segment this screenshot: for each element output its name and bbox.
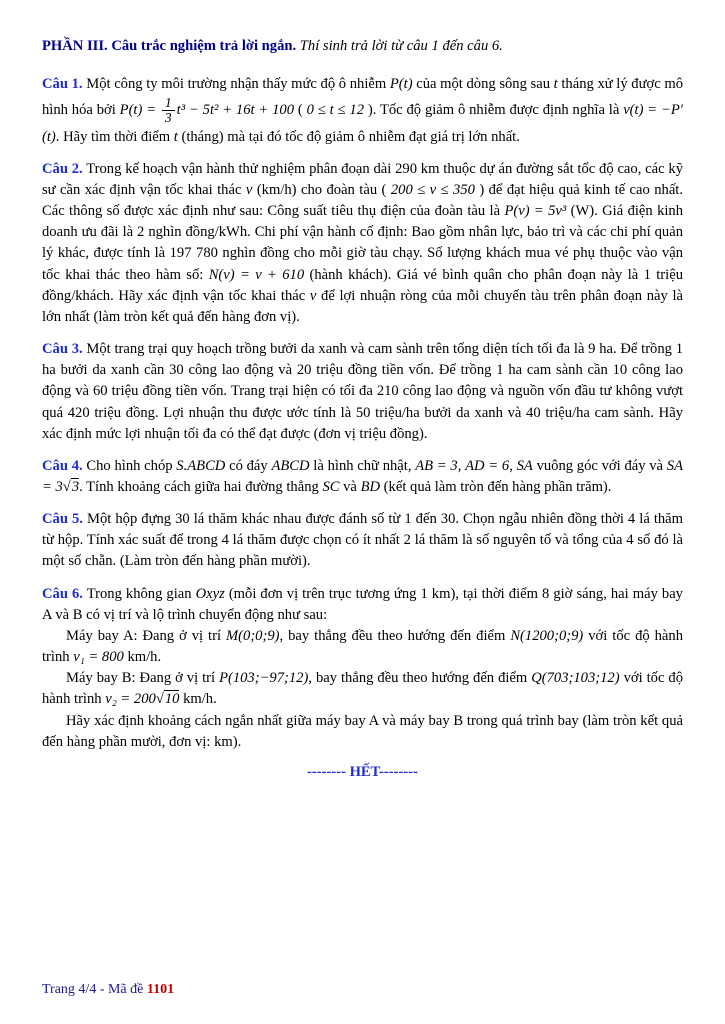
math-expression: 200 ≤ v ≤ 350 [390, 181, 475, 198]
section-header [42, 36, 683, 57]
text-run: Một công ty môi trường nhận thấy mức độ ô nhiễm [86, 76, 390, 93]
text-run: Hãy xác định khoảng cách ngắn nhất giữa máy bay A và máy bay B trong quá trình bay (làm tròn kết quả đến hàng phần mười, đơn vị: km). [42, 712, 683, 750]
text-run: Một trang trại quy hoạch trồng bưởi da xanh và cam sành trên tổng diện tích tối đa là 9 ha. Để trồng 1 ha bưởi da xanh cần 30 công lao động và 20 triệu đồng tiền vốn. Để trồng 1 ha cam sành cần 10 công lao động và 60 triệu đồng tiền vốn. Trang trại hiện có tối đa 210 công lao động và nguồn vốn đầu tư không vượt quá 420 triệu đồng. Lợi nhuận thu được ước tính là 50 triệu/ha bưởi da xanh và 40 triệu/ha cam sành. Hãy xác định mức lợi nhuận tối đa có thể đạt được (đơn vị triệu đồng). [42, 341, 683, 442]
text-run: , [457, 457, 466, 474]
text-run: với tốc độ hành trình [42, 627, 683, 666]
section-title: PHẦN III. Câu trắc nghiệm trả lời ngắn. [42, 38, 297, 54]
math-expression: t³ − 5t² + 16t + 100 [176, 102, 295, 119]
math-expression: N(1200;0;9) [510, 627, 584, 644]
fraction: $\frac{1}{3}$ [162, 96, 175, 125]
text-run: vuông góc với đáy và [532, 457, 667, 474]
math-expression: Oxyz [195, 585, 225, 602]
questions-container [42, 74, 683, 753]
question-6-paragraph [42, 711, 683, 753]
question-2-paragraph [42, 159, 683, 328]
math-expression: 0 ≤ t ≤ 12 [306, 102, 364, 119]
math-expression: AB = 3 [415, 457, 458, 474]
question-6 [42, 584, 683, 753]
end-marker: -------- HẾT-------- [307, 763, 418, 780]
math-expression: t [553, 76, 558, 93]
text-run: để lợi nhuận ròng của mỗi chuyến tàu trên phân đoạn này là lớn nhất (làm tròn kết quả đến hàng đơn vị). [42, 287, 683, 325]
math-expression: v₂ = 200 [105, 691, 156, 708]
text-run: Cho hình chóp [86, 457, 177, 474]
text-run: . Tính khoảng cách giữa hai đường thẳng [79, 479, 323, 495]
text-run: , [509, 457, 517, 474]
text-run: (kết quả làm tròn đến hàng phần trăm). [380, 479, 612, 495]
text-run: km/h. [179, 691, 217, 708]
text-run: ( [294, 102, 307, 119]
square-root: √10 [155, 691, 180, 708]
question-1 [42, 74, 683, 148]
math-expression: v [245, 181, 253, 198]
page-footer [42, 982, 174, 998]
footer-exam-code: 1101 [146, 982, 175, 997]
text-run: , bay thẳng đều theo hướng đến điểm [308, 670, 532, 687]
text-run: Trong không gian [86, 585, 196, 602]
section-subtitle: Thí sinh trả lời từ câu 1 đến câu 6. [296, 38, 503, 54]
math-expression: SC [322, 479, 340, 495]
text-run: của một dòng sông sau [412, 76, 554, 93]
question-3-paragraph [42, 339, 683, 445]
text-run: Trong kế hoạch vận hành thử nghiệm phân đoạn dài 290 km thuộc dự án đường sắt tốc độ cao, các kỹ sư cần xác định vận tốc khai thác [42, 160, 683, 198]
math-expression: P(t) [389, 76, 413, 93]
question-5-paragraph [42, 509, 683, 572]
text-run: (W). Giá điện kinh doanh ưu đãi là 2 nghìn đồng/kWh. Chi phí vận hành cố định: Bao gồm nhân lực, bảo trì và các chi phí quản lý khác, được tính là 197 780 nghìn đồng cho mỗi giờ tàu chạy. Số lượng khách mua vé phụ thuộc vào vận tốc khai thác theo hàm số: [42, 203, 684, 283]
text-run: ) để đạt hiệu quả kinh tế cao nhất. Các thông số được xác định như sau: Công suất tiêu thụ điện của đoàn tàu là [42, 181, 683, 220]
math-expression: Q(703;103;12) [531, 670, 620, 687]
text-run: Máy bay B: Đang ở vị trí [66, 670, 220, 687]
math-expression: P(v) = 5v³ [504, 203, 567, 220]
question-6-paragraph [42, 584, 683, 626]
text-run: (mỗi đơn vị trên trục tương ứng 1 km), tại thời điểm 8 giờ sáng, hai máy bay A và B có vị trí và lộ trình chuyển động như sau: [42, 585, 683, 623]
math-expression: ABCD [271, 457, 310, 474]
question-3-label: Câu 3. [42, 341, 83, 358]
math-expression: v [309, 287, 317, 304]
text-run: (km/h) cho đoàn tàu ( [252, 181, 391, 198]
text-run: (tháng) mà tại đó tốc độ giảm ô nhiễm đạt giá trị lớn nhất. [177, 128, 520, 145]
text-run: Một hộp đựng 30 lá thăm khác nhau được đánh số từ 1 đến 30. Chọn ngẫu nhiên đồng thời 4 lá thăm từ hộp. Tính xác suất để trong 4 lá thăm được chọn có ít nhất 2 lá thăm là số nguyên tố và tổng của 4 số đó là một số chẵn. (Làm tròn đến hàng phần mười). [42, 511, 684, 570]
text-run: km/h. [123, 649, 162, 666]
text-run: là hình chữ nhật, [309, 457, 416, 474]
math-expression: SA [516, 457, 533, 474]
text-run: và [339, 479, 361, 495]
text-run: (hành khách). Giá vé bình quân cho phân đoạn này là 1 triệu đồng/khách. Hãy xác định vận tốc khai thác [42, 266, 683, 304]
question-4-paragraph [42, 456, 683, 498]
math-expression: P(103;−97;12) [219, 670, 309, 687]
math-expression: AD = 6 [465, 457, 510, 474]
text-run: , bay thẳng đều theo hướng đến điểm [279, 627, 511, 644]
text-run: tháng xử lý được mô hình hóa bởi [42, 76, 684, 119]
text-run: có đáy [225, 457, 272, 474]
square-root: √3 [62, 479, 80, 495]
text-run: . Hãy tìm thời điểm [55, 128, 174, 145]
question-4 [42, 456, 683, 498]
math-expression: P(t) = [119, 102, 160, 119]
question-5 [42, 509, 683, 572]
math-expression: v₁ = 800 [73, 649, 124, 666]
math-expression: N(v) = v + 610 [208, 266, 305, 283]
question-5-label: Câu 5. [42, 511, 83, 528]
question-1-paragraph [42, 74, 683, 148]
question-2 [42, 159, 683, 328]
math-expression: t [173, 128, 178, 145]
question-3 [42, 339, 683, 445]
question-4-label: Câu 4. [42, 457, 83, 474]
math-expression: BD [360, 479, 381, 495]
question-6-paragraph [42, 668, 683, 710]
question-6-label: Câu 6. [42, 585, 83, 602]
math-expression: v(t) = −P′(t) [42, 102, 683, 145]
text-run: ). Tốc độ giảm ô nhiễm được định nghĩa là [364, 102, 624, 119]
footer-page-info: Trang 4/4 - Mã đề [42, 982, 147, 997]
question-1-label: Câu 1. [42, 76, 83, 93]
question-6-paragraph [42, 626, 683, 668]
text-run: Máy bay A: Đang ở vị trí [66, 627, 226, 644]
text-run: với tốc độ hành trình [42, 670, 683, 708]
math-expression: S.ABCD [176, 457, 226, 474]
question-2-label: Câu 2. [42, 160, 83, 177]
math-expression: SA = 3 [42, 457, 683, 495]
math-expression: M(0;0;9) [226, 627, 280, 644]
